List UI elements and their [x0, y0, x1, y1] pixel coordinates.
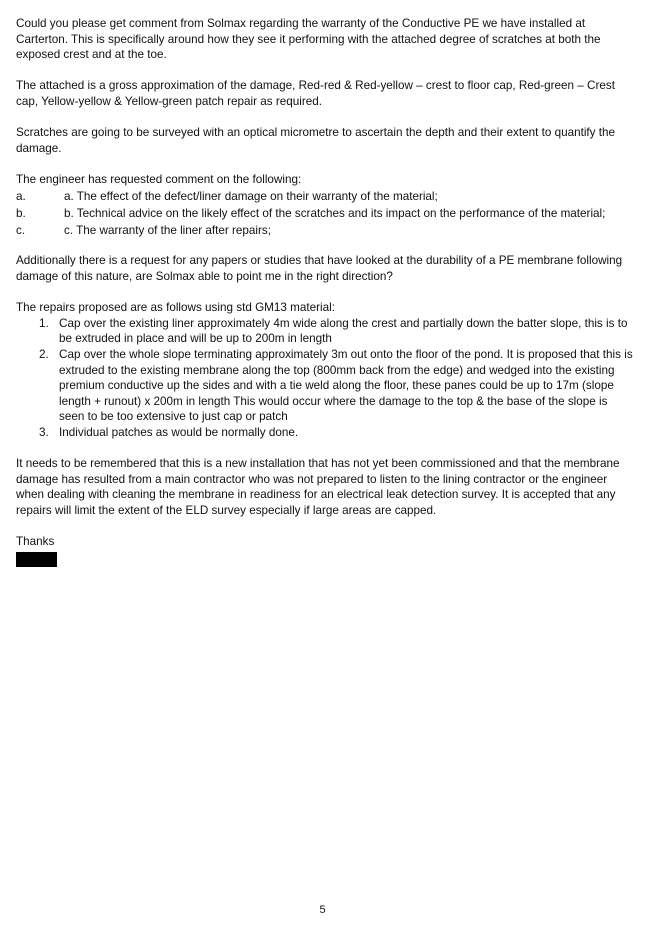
list-item-text: a. The effect of the defect/liner damage on their warranty of the material; — [64, 189, 438, 203]
list-item-text: Cap over the existing liner approximately 4m wide along the crest and partially down the batter slope, this is to be extruded in place and will be up to 200m in length — [59, 316, 628, 346]
paragraph-context: It needs to be remembered that this is a new installation that has not yet been commissioned and that the membrane damage has resulted from a main contractor who was not prepared to listen to the lining contractor or the engineer when dealing with cleaning the membrane in readiness for an electrical leak detection survey. It is accepted that any repairs will limit the extent of the ELD survey especially if large areas are capped. — [16, 457, 620, 517]
engineer-request-list — [16, 188, 634, 240]
list-marker: 3. — [39, 425, 49, 439]
list-marker: c. — [16, 224, 26, 238]
closing-text: Thanks — [16, 535, 55, 549]
list-item — [16, 205, 634, 222]
paragraph-survey: Scratches are going to be surveyed with an optical micrometre to ascertain the depth and their extent to quantify the damage. — [16, 126, 616, 155]
list-item — [16, 222, 634, 239]
list-item-text: b. Technical advice on the likely effect of the scratches and its impact on the performance of the material; — [64, 206, 606, 220]
repairs-list — [16, 316, 634, 441]
list-item — [16, 188, 634, 205]
list-item-text: c. The warranty of the liner after repairs; — [64, 224, 272, 238]
list-marker: 1. — [39, 316, 49, 330]
paragraph-damage-approximation: The attached is a gross approximation of the damage, Red-red & Red-yellow – crest to floor cap, Red-green – Crest cap, Yellow-yellow & Yellow-green patch repair as required. — [16, 79, 615, 108]
paragraph-engineer-intro: The engineer has requested comment on the following: — [16, 172, 302, 186]
redacted-signature — [16, 552, 57, 567]
list-item — [16, 316, 634, 347]
list-marker: b. — [16, 206, 26, 220]
list-marker: 2. — [39, 347, 49, 361]
list-marker: a. — [16, 189, 26, 203]
paragraph-request: Could you please get comment from Solmax regarding the warranty of the Conductive PE we have installed at Carterton. This is specifically around how they see it performing with the attached degree of scratches at both the exposed crest and at the toe. — [16, 17, 601, 62]
page-number: 5 — [319, 904, 326, 916]
list-item — [16, 425, 634, 441]
paragraph-repairs-intro: The repairs proposed are as follows using std GM13 material: — [16, 301, 335, 315]
email-body — [16, 16, 634, 567]
list-item-text: Cap over the whole slope terminating approximately 3m out onto the floor of the pond. It is proposed that this is extruded to the existing membrane along the top (800mm back from the edge) and wedged into the existing premium conductive up the sides and with a tie weld along the floor, these panes could be up to 17m (slope length + runout) x 200m in length This would occur where the damage to the top & the base of the slope is seen to be too extensive to just cap or patch — [59, 347, 633, 424]
paragraph-papers-request: Additionally there is a request for any papers or studies that have looked at the durability of a PE membrane following damage of this nature, are Solmax able to point me in the right direction? — [16, 254, 623, 284]
list-item — [16, 347, 634, 425]
list-item-text: Individual patches as would be normally done. — [59, 425, 299, 439]
